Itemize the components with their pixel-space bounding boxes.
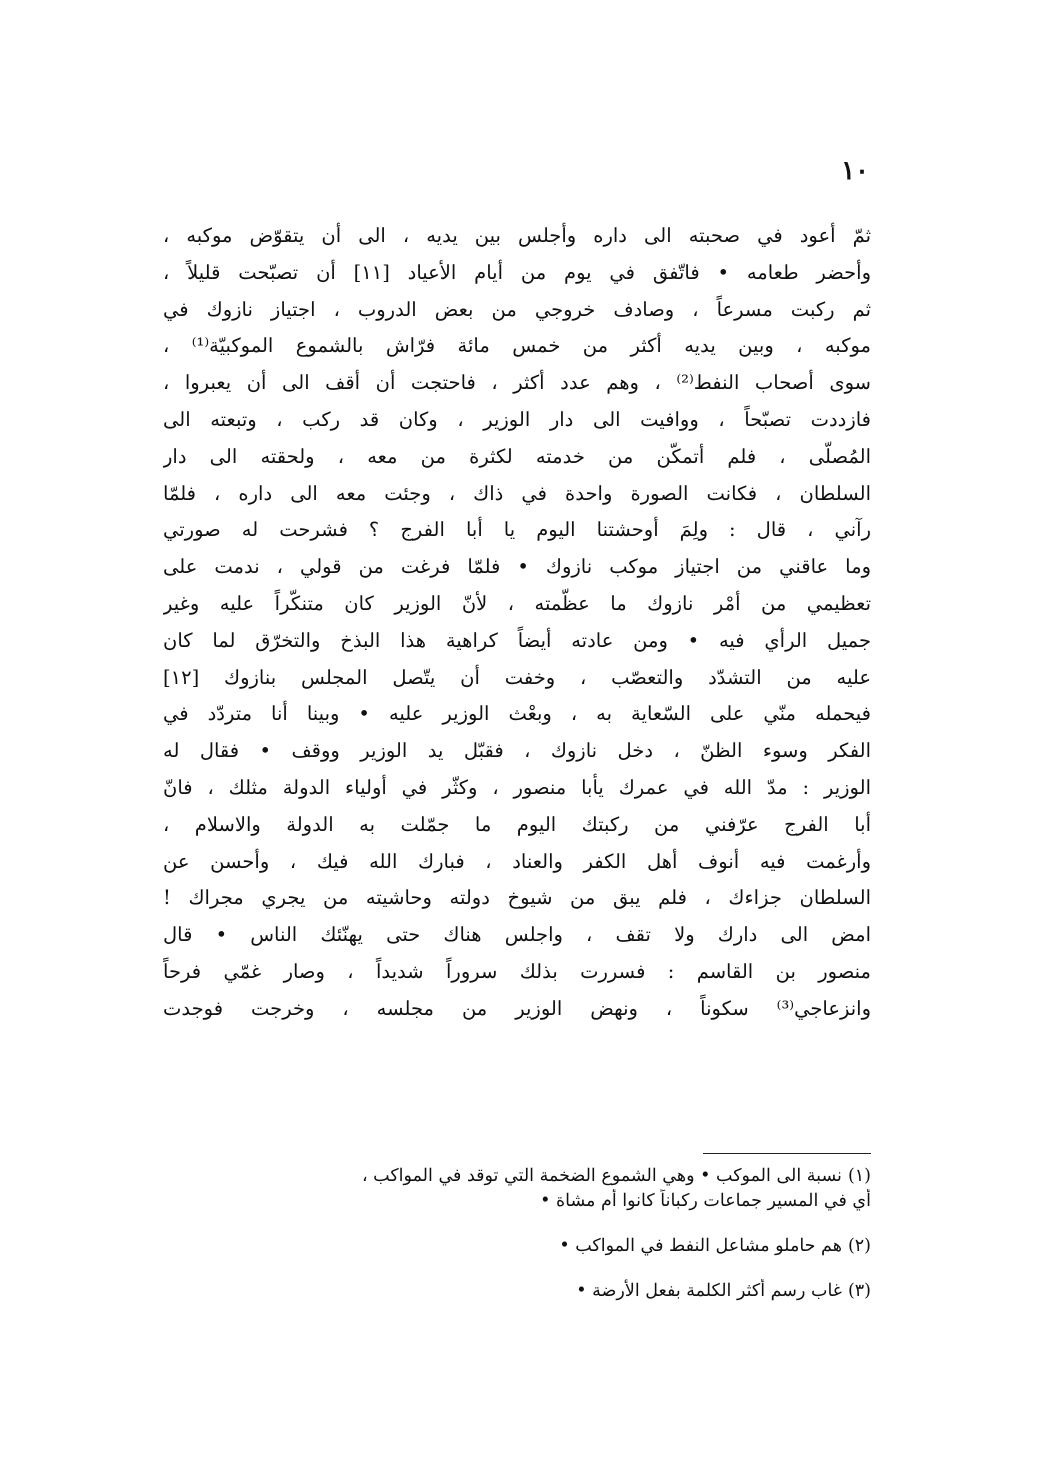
footnote-text: نسبة الى الموكب • وهي الشموع الضخمة التي توقد في المواكب ،: [361, 1166, 842, 1186]
body-line: وأرغمت فيه أنوف أهل الكفر والعناد ، فبارك الله فيك ، وأحسن عن: [163, 849, 871, 873]
body-line: أبا الفرج عرّفني من ركبتك اليوم ما جمّلت به الدولة والاسلام ،: [163, 812, 871, 836]
footnote-line: [163, 1234, 871, 1259]
footnote-line: [163, 1164, 871, 1189]
body-line: الفكر وسوء الظنّ ، دخل نازوك ، فقبّل يد الوزير ووقف • فقال له: [163, 739, 871, 763]
body-line: المُصلّى ، فلم أتمكّن من خدمته لكثرة من معه ، ولحقته الى دار: [163, 444, 871, 468]
footnote-marker: (١): [847, 1166, 871, 1186]
body-line: الوزير : مدّ الله في عمرك يأبا منصور ، وكثّر في أولياء الدولة مثلك ، فانّ: [163, 775, 871, 799]
footnote-line: [163, 1279, 871, 1304]
footnotes: [163, 1164, 871, 1324]
footnote-line: أي في المسير جماعات ركباناً كانوا أم مشاة •: [540, 1191, 871, 1211]
footnote-3: [163, 1279, 871, 1304]
body-line: فازددت تصبّحاً ، ووافيت الى دار الوزير ، وكان قد ركب ، وتبعته الى: [163, 407, 871, 431]
body-line: سوى أصحاب النفط⁽²⁾ ، وهم عدد أكثر ، فاحتجت أن أقف الى أن يعبروا ،: [163, 371, 871, 395]
footnote-marker: (٢): [847, 1236, 871, 1256]
body-line: امض الى دارك ولا تقف ، واجلس هناك حتى يهنّئك الناس • قال: [163, 923, 871, 947]
body-line: عليه من التشدّد والتعصّب ، وخفت أن يتّصل المجلس بنازوك [١٢]: [163, 665, 871, 689]
body-line: ثم ركبت مسرعاً ، وصادف خروجي من بعض الدروب ، اجتياز نازوك في: [163, 297, 871, 321]
body-line: جميل الرأي فيه • ومن عادته أيضاً كراهية هذا البذخ والتخرّق لما كان: [163, 628, 871, 652]
footnote-text: هم حاملو مشاعل النفط في المواكب •: [559, 1236, 842, 1256]
footnote-divider: [703, 1153, 871, 1154]
body-text: [163, 218, 871, 1028]
body-line: فيحمله منّي على السّعاية به ، وبعْث الوزير عليه • وبينا أنا متردّد في: [163, 702, 871, 726]
body-line: موكبه ، وبين يديه أكثر من خمس مائة فرّاش بالشموع الموكبيّة⁽¹⁾ ،: [163, 334, 871, 358]
body-line: وما عاقني من اجتياز موكب نازوك • فلمّا فرغت من قولي ، ندمت على: [163, 555, 871, 579]
body-line: ثمّ أعود في صحبته الى داره وأجلس بين يديه ، الى أن يتقوّض موكبه ،: [163, 224, 871, 247]
body-line: وانزعاجي⁽³⁾ سكوناً ، ونهض الوزير من مجلسه ، وخرجت فوجدت: [163, 996, 871, 1020]
body-line: منصور بن القاسم : فسررت بذلك سروراً شديداً ، وصار غمّي فرحاً: [163, 959, 871, 983]
body-line: السلطان جزاءك ، فلم يبق من شيوخ دولته وحاشيته من يجري مجراك !: [163, 886, 871, 910]
body-line: السلطان ، فكانت الصورة واحدة في ذاك ، وجئت معه الى داره ، فلمّا: [163, 481, 871, 505]
body-line: وأحضر طعامه • فاتّفق في يوم من أيام الأعياد [١١] أن تصبّحت قليلاً ،: [163, 260, 871, 284]
footnote-marker: (٣): [847, 1281, 871, 1301]
footnote-1: [163, 1164, 871, 1214]
page-number: ١٠: [841, 156, 869, 186]
body-line: تعظيمي من أمْر نازوك ما عظّمته ، لأنّ الوزير كان متنكّراً عليه وغير: [163, 591, 871, 615]
footnote-text: غاب رسم أكثر الكلمة بفعل الأرضة •: [576, 1281, 842, 1301]
body-line: رآني ، قال : ولِمَ أوحشتنا اليوم يا أبا الفرج ؟ فشرحت له صورتي: [163, 518, 871, 542]
footnote-2: [163, 1234, 871, 1259]
